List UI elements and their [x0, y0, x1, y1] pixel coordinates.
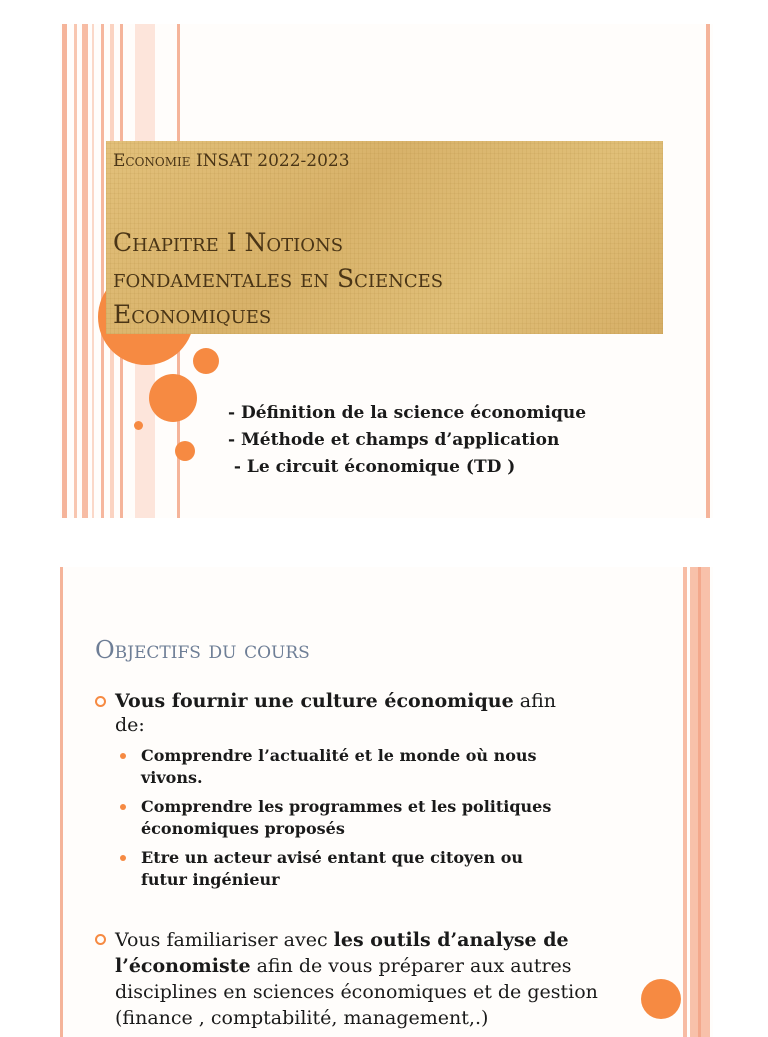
chapter-title-line: fondamentales en Sciences — [113, 264, 444, 293]
bullet-dot-icon — [120, 753, 126, 759]
plain-text: afin — [513, 690, 556, 712]
bold-text: les outils d’analyse de — [333, 929, 569, 951]
decor-stripe — [60, 567, 63, 1037]
plain-text: Vous familiariser avec — [115, 929, 334, 951]
topic-item: - Le circuit économique (TD ) — [228, 457, 516, 477]
topic-item: - Définition de la science économique — [228, 403, 587, 423]
decor-stripe — [706, 24, 710, 518]
bold-text: Vous fournir une culture — [115, 690, 378, 712]
decor-stripe — [698, 567, 701, 1037]
bullet-line: vivons. — [141, 768, 203, 787]
decor-stripe — [82, 24, 88, 518]
topic-item: - Méthode et champs d’application — [228, 430, 560, 450]
bullet-line: économiques proposés — [141, 819, 345, 838]
bullet-text — [115, 927, 655, 1031]
bullet-item — [95, 927, 655, 1037]
chapter-title-line: Chapitre I Notions — [113, 228, 344, 257]
topics-list — [228, 400, 586, 481]
course-title: Economie INSAT 2022-2023 — [113, 151, 350, 171]
sub-bullet-text — [141, 796, 591, 840]
sub-bullet-text — [141, 745, 591, 789]
bullet-text — [115, 689, 556, 737]
bullet-line: futur ingénieur — [141, 870, 280, 889]
decor-stripe — [92, 24, 94, 518]
bullet-line: Comprendre les programmes et les politiques — [141, 797, 552, 816]
sub-bullet-item — [120, 796, 580, 842]
bullet-ring-icon — [95, 934, 106, 945]
chapter-title — [113, 225, 653, 333]
bullet-item — [95, 689, 635, 749]
bullet-line: disciplines en sciences économiques et de gestion — [115, 981, 598, 1003]
bullet-line: Etre un acteur avisé entant que citoyen ou — [141, 848, 524, 867]
decor-circle — [193, 348, 219, 374]
section-title: Objectifs du cours — [95, 636, 310, 664]
decor-stripe — [74, 24, 77, 518]
decor-stripe — [101, 24, 104, 518]
decor-circle — [134, 421, 143, 430]
decor-stripe — [62, 24, 67, 518]
bold-text: l’économiste — [115, 955, 251, 977]
chapter-title-line: Economiques — [113, 300, 272, 329]
bullet-dot-icon — [120, 855, 126, 861]
bullet-line: Comprendre l’actualité et le monde où nous — [141, 746, 537, 765]
sub-bullet-item — [120, 745, 580, 791]
bullet-line — [115, 689, 556, 713]
decor-stripe — [683, 567, 687, 1037]
title-box — [106, 141, 663, 334]
bullet-line — [115, 927, 655, 953]
decor-circle — [149, 374, 197, 422]
plain-text: afin de vous préparer aux autres — [250, 955, 572, 977]
sub-bullet-text — [141, 847, 591, 891]
bullet-line — [115, 953, 655, 979]
slide-1 — [60, 24, 713, 518]
bullet-ring-icon — [95, 696, 106, 707]
bold-text: économique — [377, 690, 514, 712]
bullet-dot-icon — [120, 804, 126, 810]
bullet-line: (finance , comptabilité, management,.) — [115, 1007, 489, 1029]
decor-circle — [175, 441, 195, 461]
decor-circle — [641, 979, 681, 1019]
bullet-line: de: — [115, 714, 145, 736]
sub-bullet-item — [120, 847, 580, 893]
slide-2 — [60, 567, 713, 1037]
